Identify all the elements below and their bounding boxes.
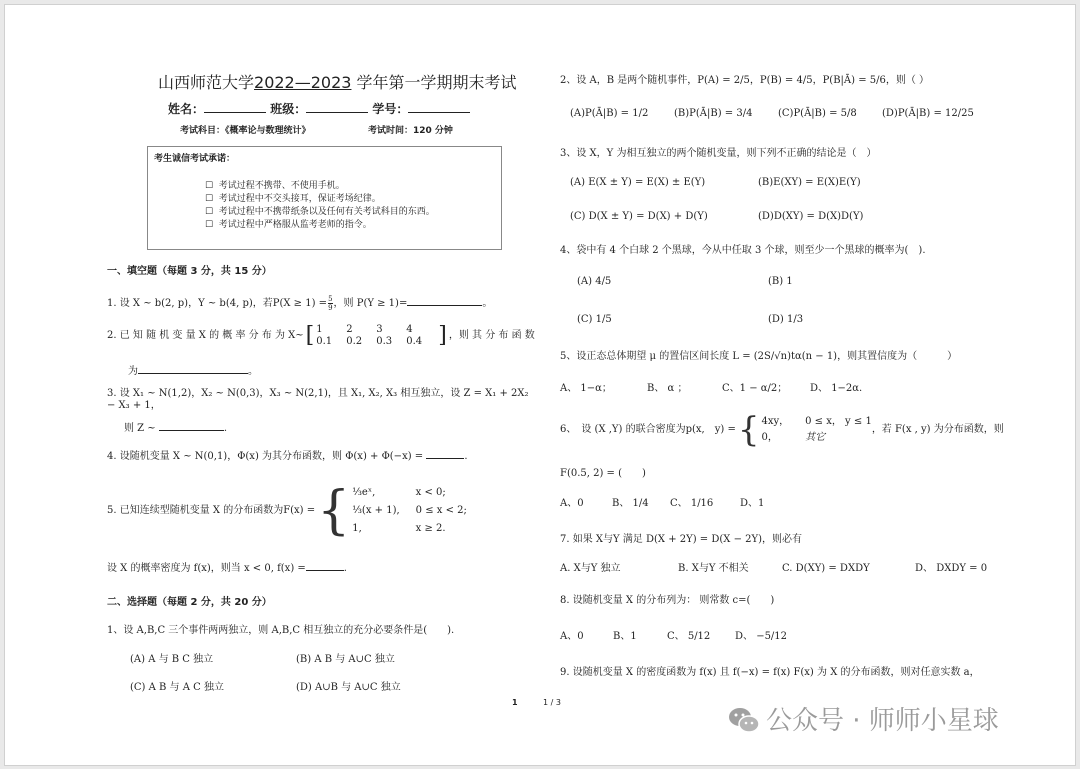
margin-number: 1 <box>512 698 518 707</box>
option[interactable]: B、1 <box>613 631 637 642</box>
question-text: ，若 F(x , y) 为分布函数，则 <box>871 424 1004 435</box>
distribution-matrix <box>316 324 436 348</box>
option[interactable]: (D)P(Ā|B) = 12/25 <box>882 108 974 119</box>
case-expression: ⅓(x + 1), <box>352 505 400 516</box>
pledge-item[interactable]: ☐ 考试过程中不携带纸条以及任何有关考试科目的东西。 <box>205 207 435 217</box>
fill-question-1: 1. 设 X ~ b(2, p)，Y ~ b(4, p)，若P(X ≥ 1) = $\frac{5}{9}$ ，则 P(Y ≥ 1)= 。 <box>107 295 493 312</box>
pledge-item-text: 考试过程不携带、不使用手机。 <box>218 181 345 191</box>
denominator: 9 <box>328 304 333 312</box>
fill-question-5 <box>107 481 467 541</box>
id-blank[interactable] <box>408 102 470 113</box>
case-condition: 0 ≤ x， y ≤ 1 <box>805 416 872 427</box>
option[interactable]: C. D(XY) = DXDY <box>782 563 870 574</box>
option[interactable]: (C) 1/5 <box>577 314 612 325</box>
option[interactable]: D、 −5/12 <box>735 631 788 642</box>
answer-blank[interactable] <box>306 560 344 571</box>
option[interactable]: C、 5/12 <box>667 631 711 642</box>
question-text: 为 <box>128 366 138 377</box>
fill-question-3: 3. 设 X₁ ~ N(1,2)，X₂ ~ N(0,3)，X₃ ~ N(2,1)，且 X₁, X₂, X₃ 相互独立，设 Z = X₁ + 2X₂ − X₃ + 1， <box>107 388 529 411</box>
matrix-prob: 0.4 <box>406 336 423 347</box>
choice-question-6 <box>560 410 1065 450</box>
case-condition: x < 0; <box>415 487 446 498</box>
answer-blank[interactable] <box>138 363 248 374</box>
question-text: 1. 设 X ~ b(2, p)，Y ~ b(4, p)，若P(X ≥ 1) = <box>107 298 328 309</box>
option[interactable]: A、0 <box>560 631 584 642</box>
id-label: 学号： <box>372 102 409 116</box>
pledge-item[interactable]: ☐ 考试过程中严格服从监考老师的指令。 <box>205 220 372 230</box>
class-blank[interactable] <box>306 102 368 113</box>
option[interactable]: (C) D(X ± Y) = D(X) + D(Y) <box>570 211 708 222</box>
case-expression: ⅓eˣ, <box>352 487 376 498</box>
exam-duration: 考试时间：120 分钟 <box>368 126 453 136</box>
question-text: 设 X 的概率密度为 f(x)，则当 x < 0, f(x) = <box>107 563 306 574</box>
option[interactable]: (B) A B 与 A∪C 独立 <box>296 654 395 665</box>
question-text: 6、 设 (X ,Y) 的联合密度为p(x, y) = <box>560 424 736 435</box>
matrix-value: 2 <box>346 324 353 335</box>
piecewise-cases <box>352 487 467 535</box>
case-condition: x ≥ 2. <box>415 523 446 534</box>
option[interactable]: (D) A∪B 与 A∪C 独立 <box>296 682 401 693</box>
exam-title <box>158 73 517 93</box>
fill-question-5-cont: 设 X 的概率密度为 f(x)，则当 x < 0, f(x) = . <box>107 560 347 575</box>
fill-question-2-cont: 为 。 <box>128 363 258 378</box>
option[interactable]: D、 DXDY = 0 <box>915 563 988 574</box>
question-text: 4. 设随机变量 X ~ N(0,1)，Φ(x) 为其分布函数，则 Φ(x) + Φ(−x) = <box>107 451 424 462</box>
page-number: 1 / 3 <box>543 698 561 707</box>
matrix-value: 3 <box>376 324 383 335</box>
name-blank[interactable] <box>204 102 266 113</box>
question-text: 2. 已 知 随 机 变 量 X 的 概 率 分 布 为 X~ <box>107 330 304 341</box>
matrix-prob: 0.1 <box>316 336 333 347</box>
option[interactable]: (B)P(Ā|B) = 3/4 <box>674 108 753 119</box>
option[interactable]: B. X与Y 不相关 <box>678 563 749 574</box>
matrix-prob: 0.3 <box>376 336 393 347</box>
case-condition: 其它 <box>805 432 826 443</box>
matrix-bracket-right: ] <box>438 323 447 348</box>
option[interactable]: A、0 <box>560 498 584 509</box>
question-text: ，则 其 分 布 函 数 <box>448 330 535 341</box>
matrix-value: 4 <box>406 324 413 335</box>
choice-question-5: 5、设正态总体期望 μ 的置信区间长度 L = (2S/√n)tα(n − 1)，则其置信度为（ ） <box>560 351 958 362</box>
piecewise-brace: { <box>317 481 351 541</box>
option[interactable]: B、 1/4 <box>612 498 649 509</box>
title-suffix: 学年第一学期期末考试 <box>351 73 517 92</box>
case-expression: 1, <box>352 523 362 534</box>
option[interactable]: (B)E(XY) = E(X)E(Y) <box>758 177 861 188</box>
pledge-item-text: 考试过程中严格服从监考老师的指令。 <box>218 220 372 230</box>
pledge-item-text: 考试过程中不携带纸条以及任何有关考试科目的东西。 <box>218 207 435 217</box>
section-heading: 一、填空题（每题 3 分，共 15 分） <box>107 266 272 277</box>
option[interactable]: A、 1−α； <box>560 383 612 394</box>
option[interactable]: D、 1−2α. <box>810 383 863 394</box>
option[interactable]: (D) 1/3 <box>768 314 804 325</box>
answer-blank[interactable] <box>426 448 464 459</box>
question-text: ，则 P(Y ≥ 1)= <box>333 298 408 309</box>
answer-blank[interactable] <box>407 295 482 306</box>
title-years: 2022—2023 <box>254 73 352 92</box>
fill-question-4: 4. 设随机变量 X ~ N(0,1)，Φ(x) 为其分布函数，则 Φ(x) + Φ(−x) = . <box>107 448 468 463</box>
title-prefix: 山西师范大学 <box>158 73 255 92</box>
option[interactable]: C、 1/16 <box>670 498 714 509</box>
answer-blank[interactable] <box>159 420 224 431</box>
option[interactable]: C、1 − α/2； <box>722 383 788 394</box>
matrix-prob: 0.2 <box>346 336 363 347</box>
option[interactable]: (C)P(Ā|B) = 5/8 <box>778 108 857 119</box>
option[interactable]: (D)D(XY) = D(X)D(Y) <box>758 211 864 222</box>
option[interactable]: B、 α ； <box>647 383 688 394</box>
choice-question-4: 4、袋中有 4 个白球 2 个黑球，今从中任取 3 个球，则至少一个黑球的概率为( ). <box>560 245 926 256</box>
case-expression: 0， <box>761 432 778 443</box>
option[interactable]: (B) 1 <box>768 276 793 287</box>
question-text: 则 Z ~ <box>124 423 156 434</box>
exam-subject: 考试科目：《概率论与数理统计》 <box>180 126 311 136</box>
option[interactable]: A. X与Y 独立 <box>560 563 621 574</box>
pledge-title: 考生诚信考试承诺： <box>154 154 236 164</box>
case-condition: 0 ≤ x < 2; <box>415 505 467 516</box>
piecewise-cases <box>761 416 871 444</box>
option[interactable]: D、1 <box>740 498 765 509</box>
option[interactable]: (A) 4/5 <box>577 276 612 287</box>
matrix-value: 1 <box>316 324 323 335</box>
fill-question-3-cont: 则 Z ~ . <box>124 420 227 435</box>
choice-question-2: 2、设 A，B 是两个随机事件，P(A) = 2/5，P(B) = 4/5，P(B|Ā) = 5/6，则（ ） <box>560 75 930 86</box>
choice-question-1: 1、设 A,B,C 三个事件两两独立，则 A,B,C 相互独立的充分必要条件是( ). <box>107 625 455 636</box>
option[interactable]: (A) E(X ± Y) = E(X) ± E(Y) <box>570 177 706 188</box>
case-expression: 4xy， <box>761 416 790 427</box>
numerator: 5 <box>328 295 333 303</box>
fraction <box>328 295 332 312</box>
choice-question-6-cont: F(0.5, 2) = ( ) <box>560 468 646 479</box>
section-heading: 二、选择题（每题 2 分，共 20 分） <box>107 597 272 608</box>
choice-question-8: 8. 设随机变量 X 的分布列为： 则常数 c=( ) <box>560 595 775 606</box>
choice-question-3: 3、设 X，Y 为相互独立的两个随机变量，则下列不正确的结论是（ ） <box>560 148 877 159</box>
student-info-line <box>168 102 470 116</box>
watermark-text: 公众号 · 师师小星球 <box>766 706 999 736</box>
wechat-icon <box>728 705 760 735</box>
class-label: 班级： <box>270 102 307 116</box>
pledge-item[interactable]: ☐ 考试过程中不交头接耳，保证考场纪律。 <box>205 194 381 204</box>
option[interactable]: (C) A B 与 A C 独立 <box>130 682 224 693</box>
pledge-item-text: 考试过程中不交头接耳，保证考场纪律。 <box>218 194 381 204</box>
choice-question-7: 7. 如果 X与Y 满足 D(X + 2Y) = D(X − 2Y)，则必有 <box>560 534 802 545</box>
option[interactable]: (A)P(Ā|B) = 1/2 <box>570 108 649 119</box>
matrix-bracket-left: [ <box>305 323 315 348</box>
pledge-item[interactable]: ☐ 考试过程不携带、不使用手机。 <box>205 181 345 191</box>
fill-question-2 <box>107 324 535 348</box>
piecewise-brace: { <box>737 410 760 450</box>
choice-question-9: 9. 设随机变量 X 的密度函数为 f(x) 且 f(−x) = f(x) F(x) 为 X 的分布函数，则对任意实数 a， <box>560 667 980 678</box>
question-text: 5. 已知连续型随机变量 X 的分布函数为F(x) = <box>107 505 316 516</box>
option[interactable]: (A) A 与 B C 独立 <box>130 654 214 665</box>
name-label: 姓名： <box>168 102 205 116</box>
